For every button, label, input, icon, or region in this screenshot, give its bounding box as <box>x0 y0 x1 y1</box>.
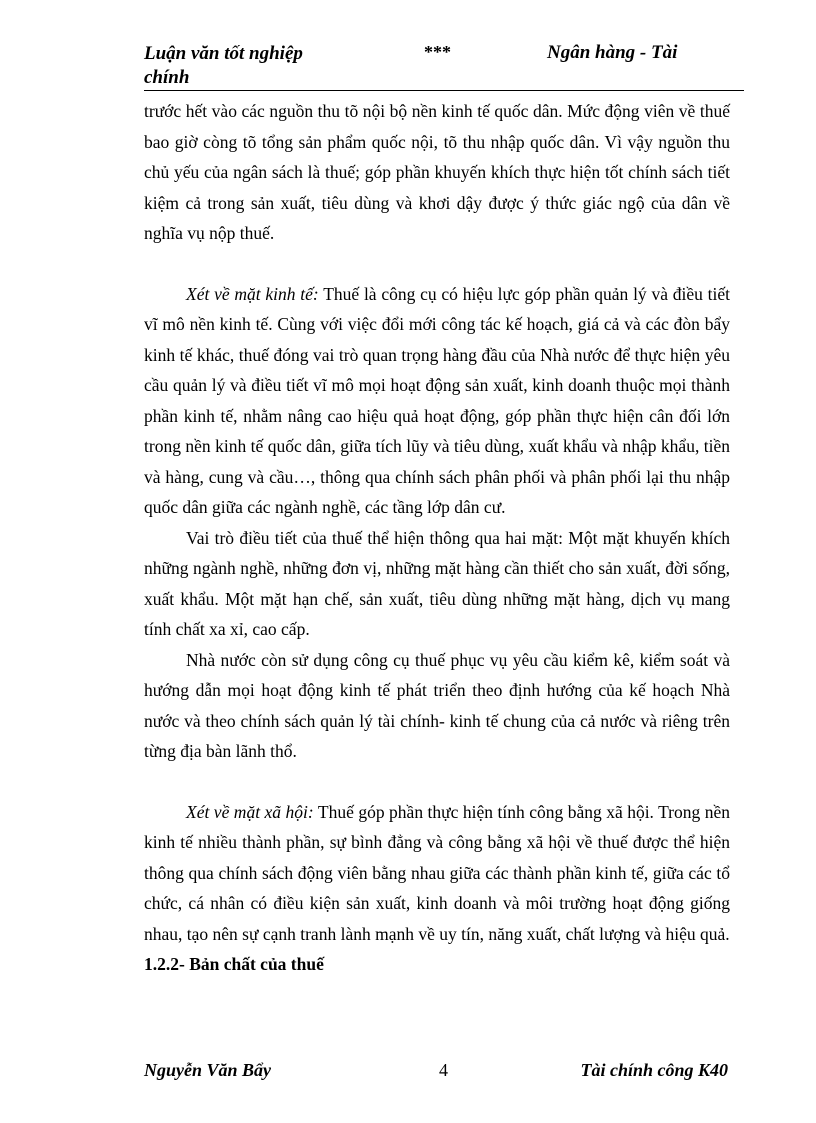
paragraph-social <box>144 797 730 950</box>
page-number: 4 <box>439 1060 448 1080</box>
header-department: Ngân hàng - Tài <box>547 42 678 63</box>
social-lead: Xét về mặt xã hội: <box>186 801 314 822</box>
paragraph-economic <box>144 279 730 523</box>
paragraph-regulation: Vai trò điều tiết của thuế thể hiện thông qua hai mặt: Một mặt khuyến khích những ngành nghề, những đơn vị, những mặt hàng cần thiết cho sản xuất, đời sống, xuất khẩu. Một mặt hạn chế, sản xuất, tiêu dùng những mặt hàng, dịch vụ mang tính chất xa xỉ, cao cấp. <box>144 527 730 639</box>
header-thesis-title: Luận văn tốt nghiệp chính <box>144 43 303 88</box>
social-text: Thuế góp phần thực hiện tính công bằng xã hội. Trong nền kinh tế nhiều thành phần, sự bình đẳng và công bằng xã hội về thuế được thể hiện thông qua chính sách động viên bằng nhau giữa các thành phần kinh tế, giữa các tổ chức, cá nhân có điều kiện sản xuất, kinh doanh và môi trường hoạt động giống nhau, tạo nên sự cạnh tranh lành mạnh về uy tín, năng xuất, chất lượng và hiệu quả. <box>144 801 730 944</box>
paragraph-1: trước hết vào các nguồn thu tõ nội bộ nền kinh tế quốc dân. Mức động viên về thuế bao giờ còng tõ tổng sản phẩm quốc nội, tõ thu nhập quốc dân. Vì vậy nguồn thu chủ yếu của ngân sách là thuế; góp phần khuyến khích thực hiện tốt chính sách tiết kiệm cả trong sản xuất, tiêu dùng và khơi dậy được ý thức giác ngộ của dân về nghĩa vụ nộp thuế. <box>144 101 730 243</box>
page-footer <box>144 1060 744 1088</box>
section-heading: 1.2.2- Bản chất của thuế <box>144 954 324 974</box>
header-separator: *** <box>424 42 451 62</box>
economic-lead: Xét về mặt kinh tế: <box>186 283 319 304</box>
footer-class: Tài chính công K40 <box>580 1060 728 1080</box>
paragraph-state-control: Nhà nước còn sử dụng công cụ thuế phục vụ yêu cầu kiểm kê, kiểm soát và hướng dẫn mọi hoạt động kinh tế phát triển theo định hướng của kế hoạch Nhà nước và theo chính sách quản lý tài chính- kinh tế chung của cả nước và riêng trên từng địa bàn lãnh thổ. <box>144 649 730 761</box>
footer-author: Nguyễn Văn Bẩy <box>144 1060 272 1080</box>
economic-text: Thuế là công cụ có hiệu lực góp phần quản lý và điều tiết vĩ mô nền kinh tế. Cùng với việc đổi mới công tác kế hoạch, giá cả và các đòn bẩy kinh tế khác, thuế đóng vai trò quan trọng hàng đầu của Nhà nước để thực hiện yêu cầu quản lý và điều tiết vĩ mô mọi hoạt động sản xuất, kinh doanh thuộc mọi thành phần kinh tế, nhằm nâng cao hiệu quả hoạt động, góp phần thực hiện cân đối lớn trong nền kinh tế quốc dân, giữa tích lũy và tiêu dùng, xuất khẩu và nhập khẩu, tiền và hàng, cung và cầu…, thông qua chính sách phân phối và phân phối lại thu nhập quốc dân giữa các ngành nghề, các tầng lớp dân cư. <box>144 283 730 517</box>
page-body <box>144 96 730 980</box>
page-header <box>144 38 744 91</box>
